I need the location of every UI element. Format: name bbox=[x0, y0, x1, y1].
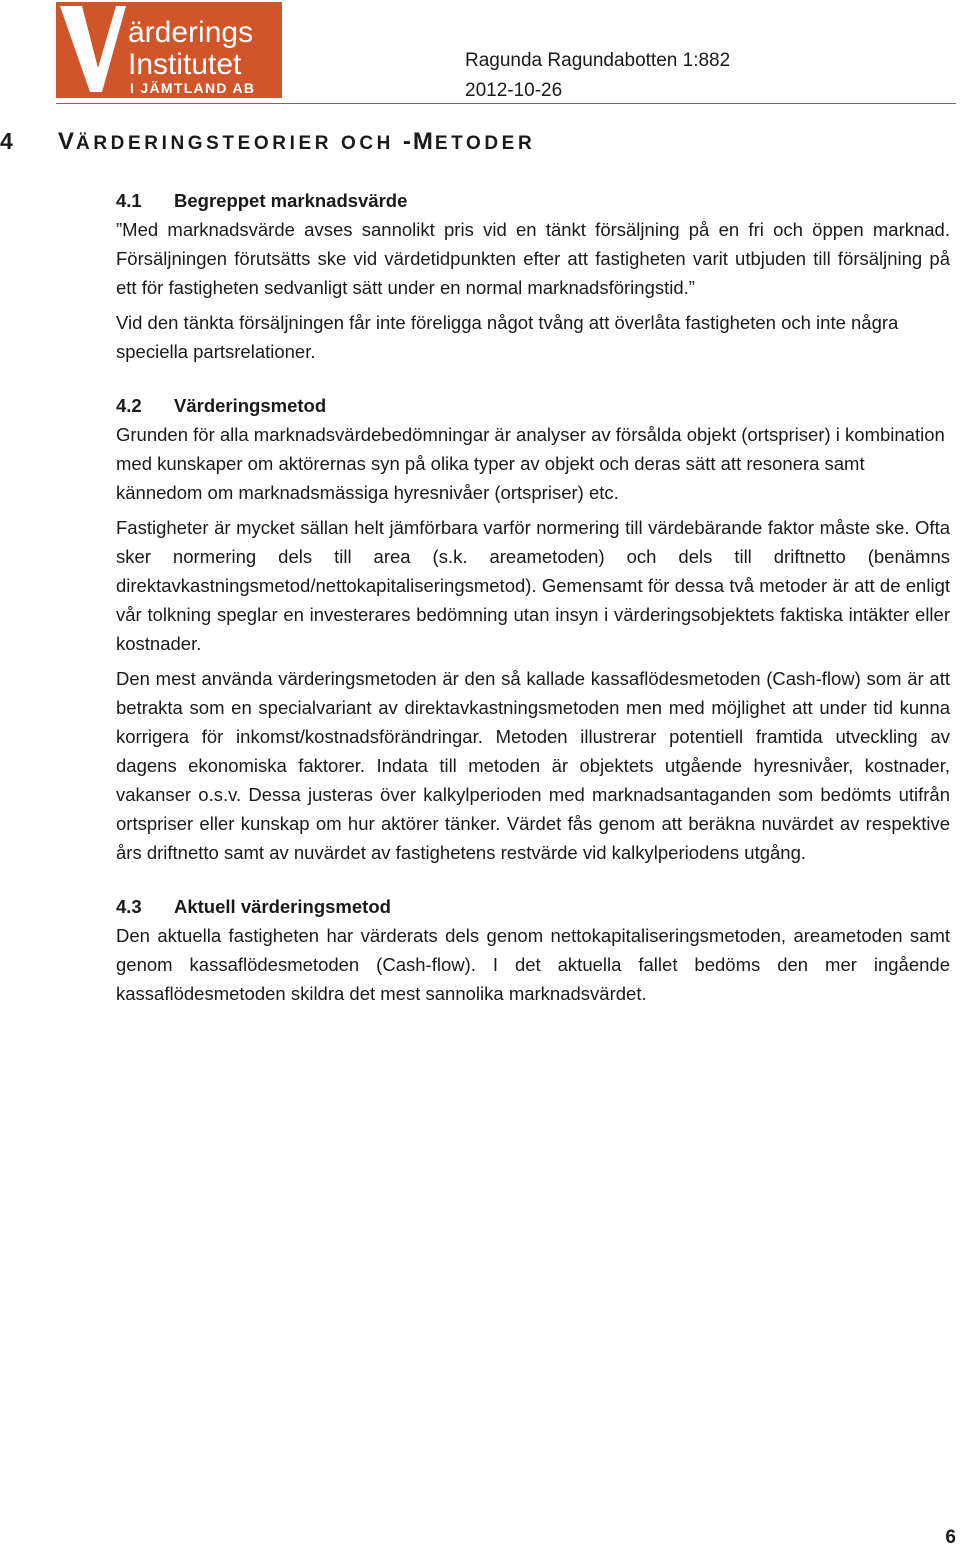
page-number: 6 bbox=[945, 1527, 956, 1548]
header-info bbox=[465, 46, 730, 106]
paragraph: Fastigheter är mycket sällan helt jämförbara varför normering till värdebärande faktor måste ske. Ofta sker normering dels till area (s.k. areametoden) och dels till driftnetto (benämns direktavkastningsmetod/nettokapitaliseringsmetod). Gemensamt för dessa två metoder är att de enligt vår tolkning speglar en investerares bedömning utan insyn i värderingsobjektets faktiska intäkter eller kostnader. bbox=[116, 517, 950, 654]
logo-line2: Institutet bbox=[128, 48, 242, 81]
section-heading bbox=[116, 391, 950, 420]
section-title: Aktuell värderingsmetod bbox=[174, 896, 391, 917]
chapter-heading bbox=[0, 128, 535, 156]
property-designation: Ragunda Ragundabotten 1:882 bbox=[465, 50, 731, 71]
valuation-date: 2012-10-26 bbox=[465, 80, 563, 101]
definition-quote: ”Med marknadsvärde avses sannolikt pris vid en tänkt försäljning på en fri och öppen marknad. Försäljningen förutsätts ske vid värdetidpunkten efter att fastigheten varit utbjuden till försäljning på ett för fastigheten sedvanligt sätt under en normal marknadsföringstid.” bbox=[116, 219, 950, 298]
paragraph: Den mest använda värderingsmetoden är den så kallade kassaflödesmetoden (Cash-flow) som är att betrakta som en specialvariant av direktavkastningsmetoden men med möjlighet att under tid kunna korrigera för inkomst/kostnadsförändringar. Metoden illustrerar potentiell framtida utveckling av dagens ekonomiska faktorer. Indata till metoden är objektets utgående hyresnivåer, kostnader, vakanser o.s.v. Dessa justeras över kalkylperioden med marknadsantaganden som bedömts utifrån ortspriser eller kunskap om hur aktörer tänker. Värdet fås genom att beräkna nuvärdet av respektive års driftnetto samt av nuvärdet av fastighetens restvärde vid kalkylperiodens utgång. bbox=[116, 668, 950, 863]
company-logo bbox=[56, 2, 282, 98]
chapter-title: VÄRDERINGSTEORIER OCH -METODER bbox=[58, 128, 536, 155]
section-title: Värderingsmetod bbox=[174, 395, 327, 416]
paragraph: Vid den tänkta försäljningen får inte föreligga något tvång att överlåta fastigheten och inte några speciella partsrelationer. bbox=[116, 312, 899, 362]
section-4-3 bbox=[116, 892, 950, 1008]
paragraph: Den aktuella fastigheten har värderats dels genom nettokapitaliseringsmetoden, areametoden samt genom kassaflödesmetoden (Cash-flow). I det aktuella fallet bedöms den mer ingående kassaflödesmetoden skildra det mest sannolika marknadsvärdet. bbox=[116, 925, 950, 1004]
section-4-2 bbox=[116, 391, 950, 867]
document-body bbox=[116, 186, 950, 1008]
section-number: 4.2 bbox=[116, 395, 142, 416]
header-divider bbox=[56, 103, 956, 104]
section-heading bbox=[116, 186, 950, 215]
section-title: Begreppet marknadsvärde bbox=[174, 190, 408, 211]
logo-line3: I JÄMTLAND AB bbox=[130, 80, 256, 96]
chapter-number: 4 bbox=[0, 128, 13, 154]
logo-line1: ärderings bbox=[128, 16, 254, 49]
section-4-1 bbox=[116, 186, 950, 366]
section-number: 4.3 bbox=[116, 896, 142, 917]
paragraph: Grunden för alla marknadsvärdebedömningar är analyser av försålda objekt (ortspriser) i kombination med kunskaper om aktörernas syn på olika typer av objekt och deras sätt att resonera samt kännedom om marknadsmässiga hyresnivåer (ortspriser) etc. bbox=[116, 424, 945, 503]
section-heading bbox=[116, 892, 950, 921]
section-number: 4.1 bbox=[116, 190, 142, 211]
